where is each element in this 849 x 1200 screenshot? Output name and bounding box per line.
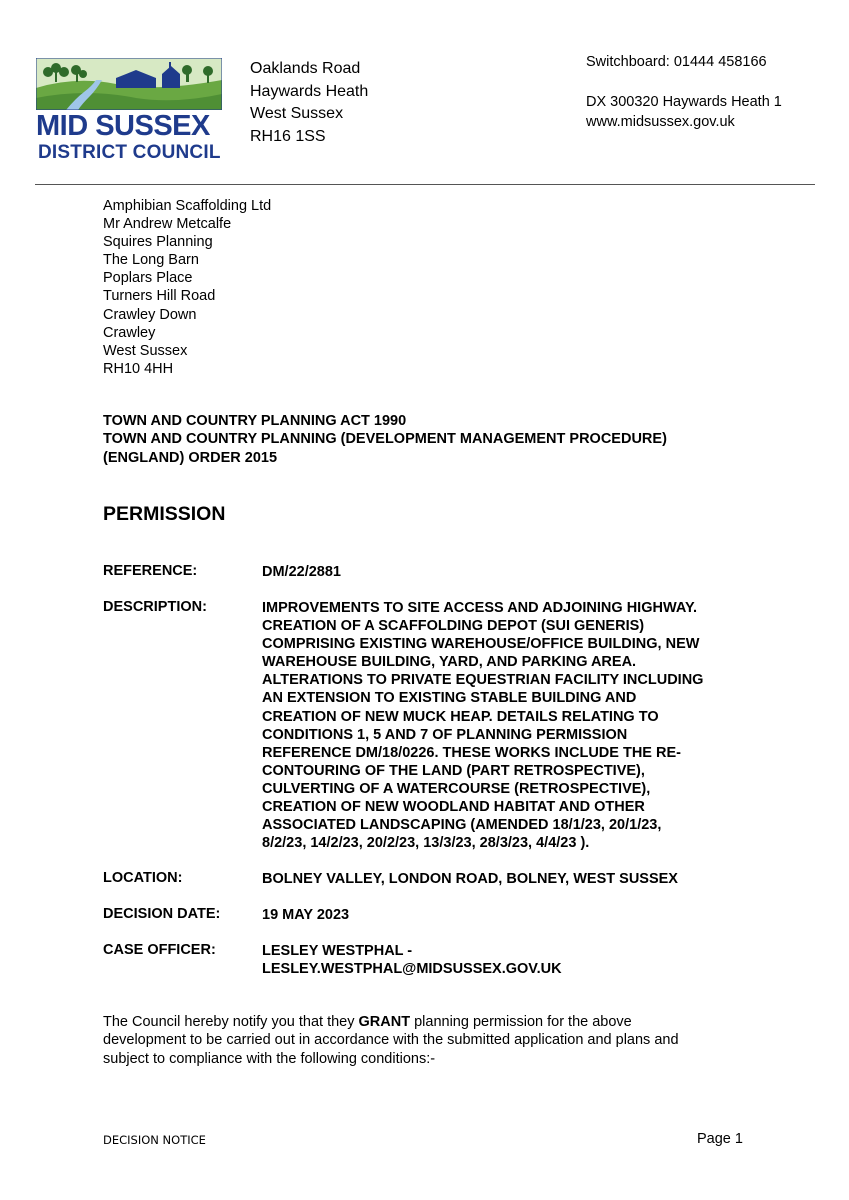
paragraph-line: The Council hereby notify you that they GRANT planning permission for the above bbox=[103, 1014, 632, 1030]
description-label: DESCRIPTION: bbox=[103, 599, 207, 615]
act-line: TOWN AND COUNTRY PLANNING (DEVELOPMENT MANAGEMENT PROCEDURE) bbox=[103, 431, 667, 448]
legislation-heading bbox=[103, 412, 803, 467]
grant-emphasis: GRANT bbox=[358, 1014, 411, 1030]
recipient-line: Squires Planning bbox=[103, 234, 213, 251]
address-line: Haywards Heath bbox=[250, 82, 369, 100]
case-officer-email[interactable]: LESLEY.WESTPHAL@MIDSUSSEX.GOV.UK bbox=[262, 961, 562, 978]
description-line: CONTOURING OF THE LAND (PART RETROSPECTIVE), bbox=[262, 762, 645, 779]
case-officer-label: CASE OFFICER: bbox=[103, 942, 216, 958]
description-line: CREATION OF NEW WOODLAND HABITAT AND OTHER bbox=[262, 799, 645, 816]
logo-title: MID SUSSEX bbox=[36, 110, 210, 142]
recipient-address bbox=[103, 197, 271, 378]
address-line: RH16 1SS bbox=[250, 128, 326, 146]
footer-doc-type: DECISION NOTICE bbox=[103, 1133, 206, 1147]
reference-label: REFERENCE: bbox=[103, 563, 198, 579]
recipient-line: Crawley Down bbox=[103, 306, 197, 323]
dx-address: DX 300320 Haywards Heath 1 bbox=[586, 94, 782, 110]
description-line: WAREHOUSE BUILDING, YARD, AND PARKING AREA. bbox=[262, 654, 637, 671]
description-value bbox=[262, 599, 703, 852]
description-line: ASSOCIATED LANDSCAPING (AMENDED 18/1/23, 20/1/23, bbox=[262, 817, 662, 834]
council-logo bbox=[36, 58, 222, 164]
address-line: Oaklands Road bbox=[250, 60, 361, 77]
recipient-line: West Sussex bbox=[103, 342, 188, 359]
page-number: Page 1 bbox=[697, 1131, 743, 1147]
description-line: CULVERTING OF A WATERCOURSE (RETROSPECTIVE), bbox=[262, 780, 651, 797]
act-line: (ENGLAND) ORDER 2015 bbox=[103, 449, 278, 466]
landscape-logo-icon bbox=[36, 58, 222, 110]
description-line: 8/2/23, 14/2/23, 20/2/23, 13/3/23, 28/3/23, 4/4/23 ). bbox=[262, 835, 590, 852]
paragraph-line: subject to compliance with the following conditions:- bbox=[103, 1050, 436, 1067]
description-line: CREATION OF A SCAFFOLDING DEPOT (SUI GENERIS) bbox=[262, 618, 645, 635]
location-value: BOLNEY VALLEY, LONDON ROAD, BOLNEY, WEST SUSSEX bbox=[262, 871, 678, 887]
case-officer-value bbox=[262, 942, 562, 978]
reference-value: DM/22/2881 bbox=[262, 564, 341, 580]
case-officer-name: LESLEY WESTPHAL - bbox=[262, 943, 413, 959]
act-line: TOWN AND COUNTRY PLANNING ACT 1990 bbox=[103, 413, 407, 429]
decision-date-value: 19 MAY 2023 bbox=[262, 907, 350, 923]
description-line: CONDITIONS 1, 5 AND 7 OF PLANNING PERMISSION bbox=[262, 726, 628, 743]
council-contact bbox=[586, 52, 782, 132]
decision-date-label: DECISION DATE: bbox=[103, 906, 221, 922]
grant-paragraph bbox=[103, 1013, 743, 1068]
recipient-line: Poplars Place bbox=[103, 270, 193, 287]
recipient-line: Turners Hill Road bbox=[103, 288, 216, 305]
description-line: REFERENCE DM/18/0226. THESE WORKS INCLUDE THE RE- bbox=[262, 744, 681, 761]
description-line: ALTERATIONS TO PRIVATE EQUESTRIAN FACILITY INCLUDING bbox=[262, 672, 704, 689]
website-link[interactable]: www.midsussex.gov.uk bbox=[586, 114, 735, 130]
paragraph-line: development to be carried out in accordance with the submitted application and plans and bbox=[103, 1032, 679, 1049]
council-address bbox=[250, 58, 368, 149]
header-divider bbox=[35, 184, 815, 185]
location-label: LOCATION: bbox=[103, 870, 183, 886]
address-line: West Sussex bbox=[250, 105, 344, 123]
recipient-line: Mr Andrew Metcalfe bbox=[103, 216, 232, 233]
recipient-line: Crawley bbox=[103, 324, 156, 341]
decision-heading: PERMISSION bbox=[103, 503, 226, 525]
recipient-line: The Long Barn bbox=[103, 252, 199, 269]
switchboard-number: Switchboard: 01444 458166 bbox=[586, 54, 767, 70]
description-line: AN EXTENSION TO EXISTING STABLE BUILDING AND bbox=[262, 690, 637, 707]
description-line: COMPRISING EXISTING WAREHOUSE/OFFICE BUILDING, NEW bbox=[262, 636, 700, 653]
logo-subtitle: DISTRICT COUNCIL bbox=[38, 142, 221, 163]
description-line: IMPROVEMENTS TO SITE ACCESS AND ADJOINING HIGHWAY. bbox=[262, 600, 698, 616]
description-line: CREATION OF NEW MUCK HEAP. DETAILS RELATING TO bbox=[262, 708, 659, 725]
recipient-line: Amphibian Scaffolding Ltd bbox=[103, 198, 272, 214]
recipient-line: RH10 4HH bbox=[103, 360, 174, 377]
